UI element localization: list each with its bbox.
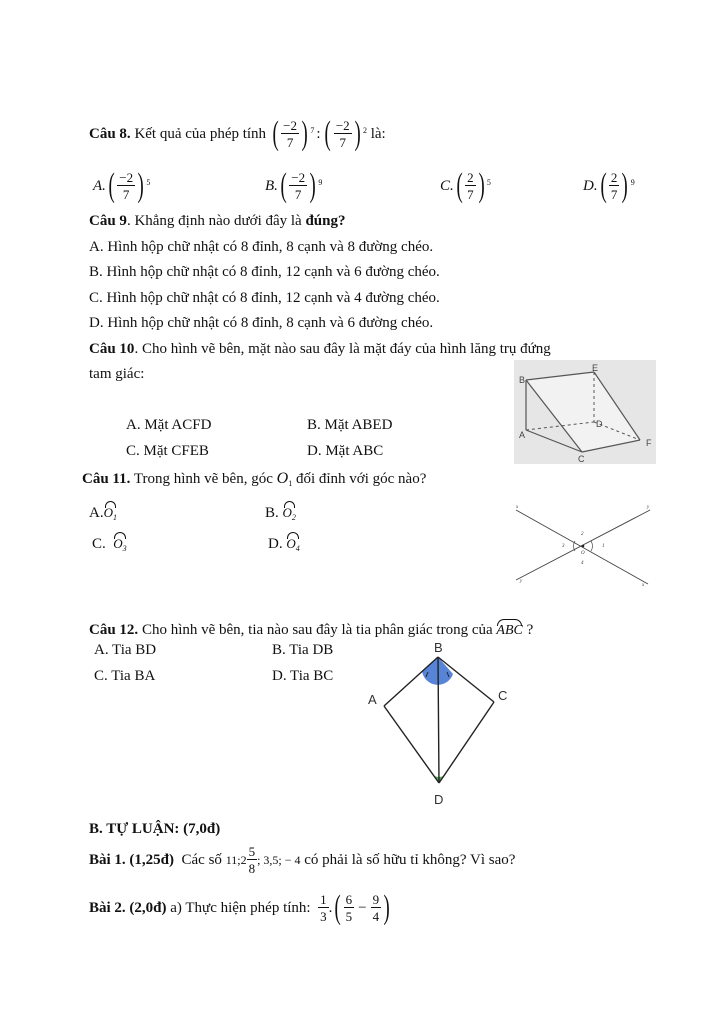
kite-figure <box>360 640 520 812</box>
kite-label-a: A <box>368 692 377 707</box>
prism-label-e: E <box>592 363 599 373</box>
q9-option-a[interactable]: A. Hình hộp chữ nhật có 8 đỉnh, 8 cạnh và 8 đường chéo. <box>89 239 434 255</box>
q11-option-d[interactable]: D. $O_4$ <box>268 532 300 553</box>
angle-label-3: 3 <box>562 544 565 549</box>
q12-option-d[interactable]: D. Tia BC <box>272 668 334 684</box>
bai2-line: Bài 2. (2,0đ) a) Thực hiện phép tính: $\frac{1}{3}$ . ( $\frac{6}{5}$ − $\frac{9}{4}$ ) <box>89 889 390 926</box>
q10-option-c[interactable]: C. Mặt CFEB <box>126 443 209 459</box>
q8-colon: : <box>316 125 321 142</box>
part-b-title: B. TỰ LUẬN: (7,0đ) <box>89 821 221 837</box>
q11-question: Câu 11. Trong hình vẽ bên, góc $O_1$ đối đỉnh với góc nào? <box>82 470 427 488</box>
q8-expr-right: ( $\frac{-2}{7}$ ) 2 <box>325 115 367 152</box>
line-label-y-top: y <box>647 505 650 510</box>
q8-text: Kết quả của phép tính <box>134 125 267 142</box>
kite-label-b: B <box>434 640 443 655</box>
line-label-x: x <box>516 505 519 510</box>
q8-option-b[interactable]: B. ( $\frac{-2}{7}$ ) 9 <box>265 167 323 204</box>
q11-option-a[interactable]: $A.O_1$ <box>89 501 117 522</box>
prism-label-c: C <box>578 454 585 464</box>
q12-option-a[interactable]: A. Tia BD <box>94 642 157 658</box>
kite-label-c: C <box>498 688 508 703</box>
q9-option-b[interactable]: B. Hình hộp chữ nhật có 8 đỉnh, 12 cạnh và 6 đường chéo. <box>89 264 440 280</box>
q8-label: Câu 8. <box>89 125 131 142</box>
q8-text-after: là: <box>370 125 386 142</box>
line-label-y: y <box>520 579 523 584</box>
q10-option-d[interactable]: D. Mặt ABC <box>307 443 384 459</box>
prism-figure <box>514 360 656 464</box>
q10-question: Câu 10. Cho hình vẽ bên, mặt nào sau đây là mặt đáy của hình lăng trụ đứng <box>89 341 551 357</box>
point-label-o: O <box>581 551 585 556</box>
prism-label-a: A <box>519 430 526 440</box>
angle-label-4: 4 <box>581 561 584 566</box>
q8-line <box>89 112 386 156</box>
line-label-x-bottom: x <box>642 583 645 588</box>
angle-label-1: 1 <box>602 544 605 549</box>
q12-option-b[interactable]: B. Tia DB <box>272 642 334 658</box>
q9-option-d[interactable]: D. Hình hộp chữ nhật có 8 đỉnh, 8 cạnh và 6 đường chéo. <box>89 315 434 331</box>
q10-question-line2: tam giác: <box>89 366 145 382</box>
q12-question: Câu 12. Cho hình vẽ bên, tia nào sau đây là tia phân giác trong của ABC ? <box>89 619 533 639</box>
prism-label-f: F <box>646 438 652 448</box>
q11-option-b[interactable]: B. $O_2$ <box>265 501 296 522</box>
q11-option-c[interactable]: C. $O_3$ <box>92 532 127 553</box>
angle-label-2: 2 <box>581 532 584 537</box>
q8-expr-left: ( $\frac{-2}{7}$ ) 7 <box>272 115 315 152</box>
q8-option-d[interactable]: D. ( $\frac{2}{7}$ ) 9 <box>583 167 635 204</box>
q10-option-a[interactable]: A. Mặt ACFD <box>126 417 212 433</box>
bai1-line: Bài 1. (1,25đ) Các số 11; 2 $\frac{5}{8}$ ; 3,5; − 4 có phải là số hữu tỉ không? Vì sao? <box>89 844 516 876</box>
kite-label-d: D <box>434 792 444 807</box>
prism-label-d: D <box>596 419 603 429</box>
q9-option-c[interactable]: C. Hình hộp chữ nhật có 8 đỉnh, 12 cạnh và 4 đường chéo. <box>89 290 440 306</box>
q8-option-a[interactable]: A. ( $\frac{-2}{7}$ ) 5 <box>93 167 151 204</box>
q9-question: Câu 9. Khẳng định nào dưới đây là đúng? <box>89 213 346 229</box>
q12-option-c[interactable]: C. Tia BA <box>94 668 156 684</box>
prism-label-b: B <box>519 375 526 385</box>
crossing-lines-figure <box>508 500 658 590</box>
q10-option-b[interactable]: B. Mặt ABED <box>307 417 393 433</box>
q8-option-c[interactable]: C. ( $\frac{2}{7}$ ) 5 <box>440 167 491 204</box>
